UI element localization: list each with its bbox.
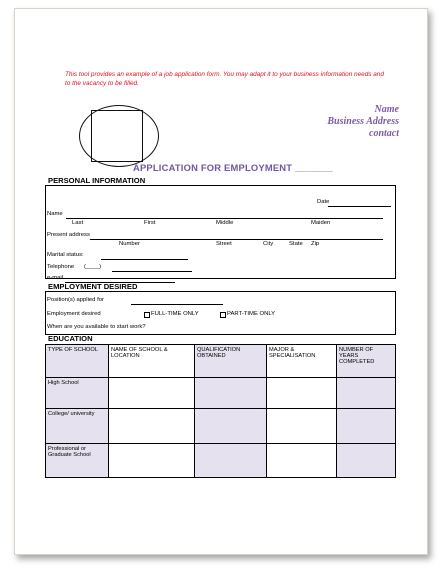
document-page — [14, 8, 428, 555]
parttime-label: PART-TIME ONLY — [227, 311, 276, 317]
row-label-professional: Professional or Graduate School — [46, 444, 109, 478]
qualification-cell[interactable] — [195, 444, 267, 478]
marital-status-label: Marital status: — [47, 252, 84, 258]
employment-desired-label: Employment desired — [47, 311, 101, 317]
address-part-street: Street — [216, 241, 232, 247]
business-contact: contact — [369, 128, 399, 139]
email-label: e-mail — [47, 275, 64, 281]
row-label-college: College/ university — [46, 409, 109, 444]
present-address-field[interactable] — [90, 239, 383, 240]
intro-note: This tool provides an example of a job application form. You may adapt it to your business information needs and to the vacancy to be filled. — [65, 71, 384, 87]
section-heading-education: EDUCATION — [48, 334, 93, 343]
years-cell[interactable] — [337, 444, 396, 478]
row-label-high-school: High School — [46, 378, 109, 409]
section-heading-employment: EMPLOYMENT DESIRED — [48, 282, 138, 291]
column-header-major: MAJOR & SPECIALISATION — [267, 345, 337, 378]
employment-box — [45, 291, 396, 335]
years-cell[interactable] — [337, 378, 396, 409]
name-part-maiden: Maiden — [311, 220, 331, 226]
address-part-zip: Zip — [311, 241, 320, 247]
telephone-field[interactable] — [112, 271, 192, 272]
fulltime-label: FULL-TIME ONLY — [151, 311, 199, 317]
form-title: APPLICATION FOR EMPLOYMENT _______ — [133, 162, 333, 173]
business-address: Business Address — [327, 116, 399, 127]
qualification-cell[interactable] — [195, 378, 267, 409]
table-row — [46, 409, 396, 444]
table-row — [46, 378, 396, 409]
telephone-label: Telephone — [47, 264, 75, 270]
logo-placeholder-box — [91, 110, 143, 162]
column-header-school-name: NAME OF SCHOOL & LOCATION — [109, 345, 195, 378]
name-part-last: Last — [72, 220, 84, 226]
name-label: Name — [47, 211, 63, 217]
address-part-number: Number — [119, 241, 140, 247]
column-header-years: NUMBER OF YEARS COMPLETED — [337, 345, 396, 378]
parttime-checkbox[interactable] — [220, 312, 226, 318]
column-header-qualification: QUALIFICATION OBTAINED — [195, 345, 267, 378]
education-table — [45, 344, 396, 478]
major-cell[interactable] — [267, 444, 337, 478]
position-field[interactable] — [131, 304, 223, 305]
school-name-cell[interactable] — [109, 409, 195, 444]
address-part-city: City — [263, 241, 274, 247]
date-field[interactable] — [328, 206, 391, 207]
qualification-cell[interactable] — [195, 409, 267, 444]
major-cell[interactable] — [267, 378, 337, 409]
name-part-first: First — [144, 220, 156, 226]
business-name: Name — [374, 104, 399, 115]
present-address-label: Present address — [47, 232, 90, 238]
date-label: Date — [317, 199, 330, 205]
telephone-area-code: (____) — [84, 264, 102, 270]
start-availability-label: When are you available to start work? — [47, 324, 146, 330]
position-label: Position(s) applied for — [47, 297, 104, 303]
years-cell[interactable] — [337, 409, 396, 444]
marital-status-field[interactable] — [101, 259, 188, 260]
address-part-state: State — [289, 241, 303, 247]
major-cell[interactable] — [267, 409, 337, 444]
fulltime-checkbox[interactable] — [144, 312, 150, 318]
personal-info-box — [45, 185, 396, 279]
section-heading-personal: PERSONAL INFORMATION — [48, 176, 146, 185]
table-row — [46, 444, 396, 478]
name-part-middle: Middle — [216, 220, 234, 226]
school-name-cell[interactable] — [109, 444, 195, 478]
education-header-row — [46, 345, 396, 378]
name-field[interactable] — [66, 218, 383, 219]
column-header-type: TYPE OF SCHOOL — [46, 345, 109, 378]
school-name-cell[interactable] — [109, 378, 195, 409]
